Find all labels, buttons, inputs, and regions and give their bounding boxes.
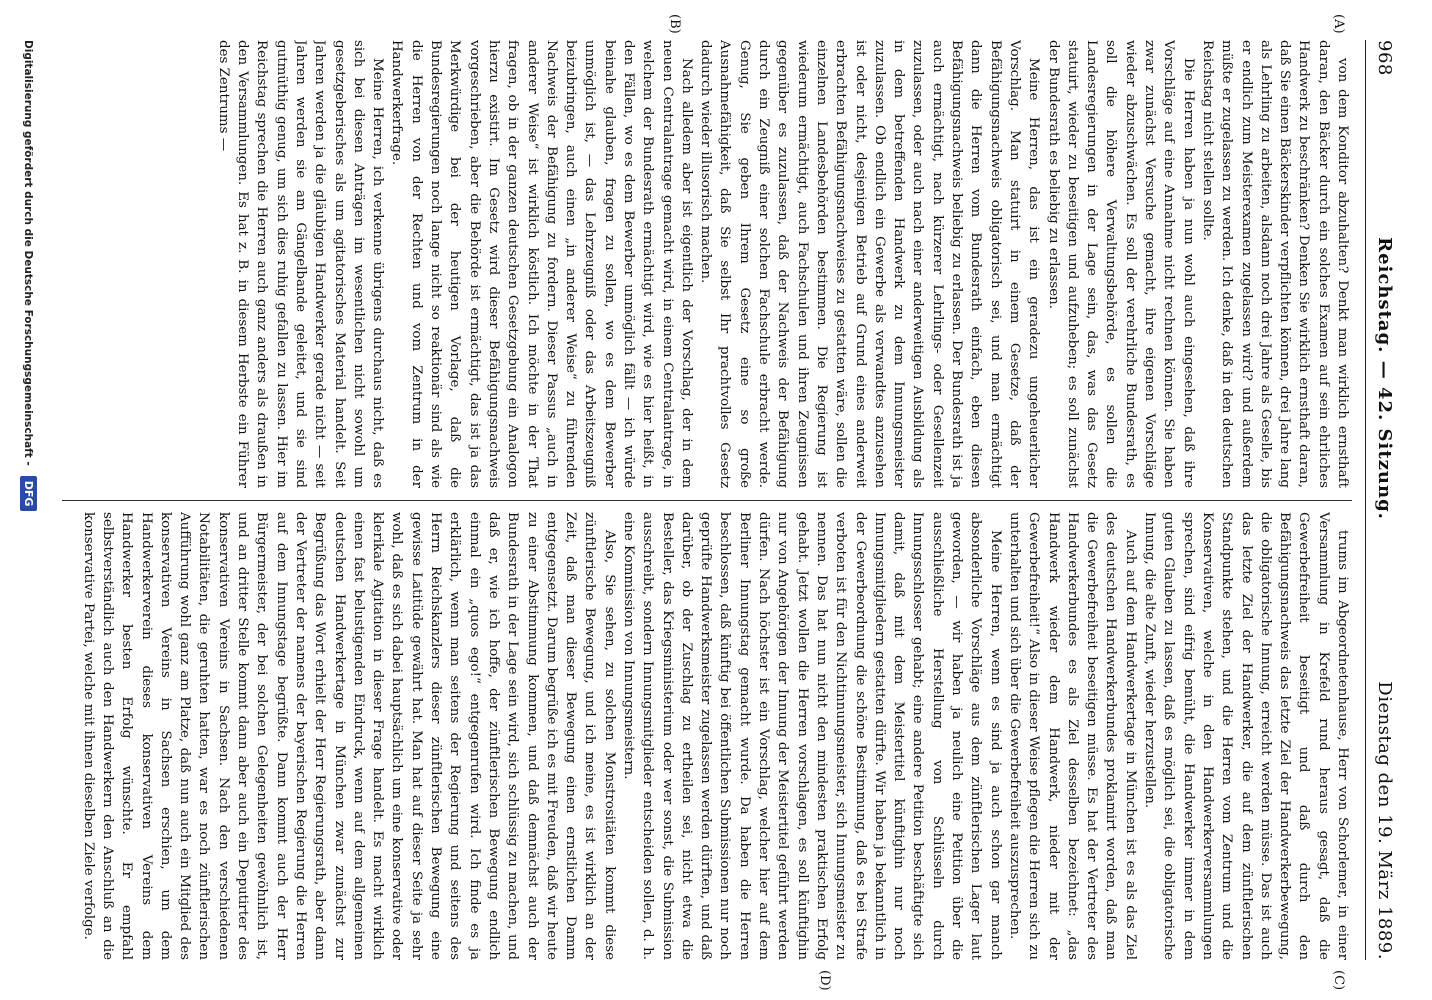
page-header xyxy=(1368,40,1402,960)
margin-marker-c: (C) xyxy=(1331,970,1346,991)
paragraph: Meine Herren, wenn es sind ja auch schon gar manch absonderliche Vorschläge aus dem zünftlerischen Lager laut geworden, — wir haben ja neulich eine Petition über die ausschließliche Herstellung von Schlüsseln durch Innungsschlosser gehabt; eine andere Petition beschäftigte sich damit, daß mit dem Meistertitel künftighin nur noch Innungsmitgliedern gestatten dürfte. Wir haben ja bekanntlich in der Gewerbeordnung die schöne Bestimmung, daß es bei Strafe verboten ist für den Nichtinnungsmeister, sich Innungsmeister zu nennen. Das hat nun nicht den mindesten praktischen Erfolg gehabt. Jetzt wollen die Herren vorschlagen, es soll künftighin nur von Angehörigen der Innung der Meistertitel geführt werden dürfen. Nach höchster ist ein Vorschlag, welcher hier auf dem Berliner Innungstag gemacht wurde. Da haben die Herren beschlossen, daß künftig bei öffentlichen Submissionen nur noch geprüfte Handwerksmeister zugelassen werden dürften, und daß darüber, ob der Zuschlag zu ertheilen sei, nicht etwa die Besteller, das Kriegsministerium oder wer sonst, die Submission ausschreibt, sondern Innungsmitglieder entscheiden sollen, d. h. eine Kommission von Innungsmeistern. xyxy=(621,512,1003,960)
left-text-column xyxy=(62,40,1352,488)
paragraph: Meine Herren, ich verkenne übrigens durchaus nicht, daß es sich bei diesen Anträgen im wesentlichen nicht sowohl um gesetzgeberisches als um agitatorisches Material handelt. Seit Jahren werden ja die gläubigen Handwerker gerade nicht — seit Jahren werden sie am Gängelbande geleitet, und sie sind gutmüthig genug, um sich dies ruhig gefallen zu lassen. Hier im Reichstag sprechen die Herren auch ganz anders als draußen in den Versammlungen. Es hat z. B. in diesem Herbste ein Führer des Zentrums — xyxy=(215,40,386,488)
column-divider xyxy=(62,500,1352,501)
right-text-column xyxy=(62,512,1352,960)
footer-credit: Digitalisierung gefördert durch die Deutsche Forschungsgemeinschaft - xyxy=(22,40,35,466)
margin-marker-b: (B) xyxy=(667,14,682,34)
paragraph: Die Herren haben ja nun wohl auch eingesehen, daß ihre Vorschläge auf eine Annahme nicht rechnen können. Sie haben zwar zunächst Versuche gemacht, ihre eigenen Vorschläge wieder abzuschwächen. Es soll der verehrliche Bundesrath, es soll die höhere Verwaltungsbehörde, es sollen die Landesregierungen in der Lage sein, das, was das Gesetz statuirt, wieder zu beseitigen und aufzuheben; es soll zunächst der Bundesrath es beliebig zu erlassen. xyxy=(1045,40,1196,488)
page-number: 968 xyxy=(1374,40,1396,76)
paragraph: Auch auf dem Handwerkertage in München ist es als das Ziel des deutschen Handwerkerbundes proklamirt worden, daß man die Gewerbefreiheit beseitigen müsse. Es hat der Vertreter des Handwerkerbundes es als Ziel desselben bezeichnet: „das Handwerk wieder dem Handwerk, nieder mit der Gewerbefreiheit!“ Also in dieser Weise pflegen die Herren sich zu unterhalten und sich über die Gewerbefreiheit auszusprechen. xyxy=(1006,512,1138,960)
margin-marker-d: (D) xyxy=(817,970,832,991)
paragraph: von dem Konditor abzuhalten? Denkt man wirklich ernsthaft daran, den Bäcker durch ein solches Examen auf sein ehrliches Handwerk zu beschränken? Denken Sie wirklich ernsthaft daran, daß Sie einen Bäckerskinder verpflichten können, drei Jahre lang als Lehrling zu arbeiten, alsdann noch drei Jahre als Geselle, bis er endlich zum Meisterexamen zugelassen wird? und außerdem müßte er zugelassen zu werden. Ich denke, daß in den deutschen Reichstag nicht stellen sollte. xyxy=(1199,40,1350,488)
dfg-logo: DFG xyxy=(20,476,37,512)
session-title: Reichstag. — 42. Sitzung. xyxy=(1374,237,1396,520)
digitization-footer xyxy=(20,40,37,960)
session-date: Dienstag den 19. März 1889. xyxy=(1374,681,1396,960)
paragraph: trums im Abgeordnetenhause, Herr von Schorlemer, in einer Versammlung in Krefeld rund heraus gesagt, daß die Gewerbefreiheit beseitigt und daß durch den Befähigungsnachweis das letzte Ziel der Handwerkerbewegung, die obligatorische Innung, erreicht werden müsse. Das ist auch das letzte Ziel der Handwerker, die auf dem zünftlerischen Standpunkte stehen, und die Herren vom Zentrum und die Konservativen, welche in den Handwerkerversammlungen sprechen, sind eifrig bemüht, die Handwerker immer in dem guten Glauben zu lassen, daß es möglich sei, die obligatorische Innung, die alte Zunft, wieder herzustellen. xyxy=(1142,512,1350,960)
paragraph: Meine Herren, das ist ein geradezu ungeheuerlicher Vorschlag. Man statuirt in einem Gesetze, daß der Befähigungsnachweis obligatorisch sei, und man ermächtigt dann die Herren vom Bundesrath einfach, eben diesen Befähigungsnachweis beliebig zu erlassen. Der Bundesrath ist ja auch ermächtigt, nach kürzerer Lehrlings- oder Gesellenzeit zuzulassen, oder auch nach einer anderweitigen Ausbildung als in dem betreffenden Handwerk zu dem Innungsmeister zuzulassen. Ob endlich ein Gewerbe als verwandtes anzusehen ist oder nicht, desjenigen Betrieb auf Grund eines anderweit erbrachten Befähigungsnachweises zu gestatten wäre, sollen die einzelnen Landesbehörden bestimmen. Die Regierung ist wiederum ermächtigt, auch Fachschulen und ihren Zeugnissen gegenüber es zuzulassen, daß der Nachweis der Befähigung durch ein Zeugniß einer solchen Fachschule erbracht werde. Genug, Sie geben Ihrem Gesetz eine so große Ausnahmefähigkeit, daß Sie selbst Ihr prachtvolles Gesetz dadurch wieder illusorisch machen. xyxy=(698,40,1042,488)
paragraph: Nach alledem aber ist eigentlich der Vorschlag, der in dem neuen Centralantrage gemacht wird, in einem Centralantrage, in welchem der Bundesrath ermächtigt wird, wie es hier heißt, in den Fällen, wo es dem Bewerber unmöglich fällt — ich würde beinahe glauben, fragen zu sollen, wo es dem Bewerber unmöglich ist, — das Lehrzeugniß oder das Arbeitszeugniß beizubringen, auch einen „in anderer Weise“ zu führenden Nachweis der Befähigung zu fordern. Dieser Passus „auch in anderer Weise“ ist wirklich köstlich. Ich möchte in der That fragen, ob in der ganzen deutschen Gesetzgebung ein Analogon hierzu existirt. Im Gesetz wird dieser Befähigungsnachweis vorgeschrieben, aber die Behörde ist ermächtigt, das ist ja das Merkwürdige bei der heutigen Vorlage, daß die Bundesregierungen noch lange nicht so reaktionär sind als wie die Herren von der Rechten und vom Zentrum in der Handwerkerfrage. xyxy=(389,40,694,488)
header-rule xyxy=(1365,40,1366,960)
margin-marker-a: (A) xyxy=(1331,14,1346,34)
paragraph: Also, Sie sehen, zu solchen Monstrositäten kommt diese zünftlerische Bewegung, und ich meine, es ist wirklich an der Zeit, daß man dieser Bewegung einen ernstlichen Damm entgegensetzt. Darum begrüße ich es mit Freuden, daß wir heute zu einer Abstimmung kommen, und daß demnächst auch der Bundesrath in der Lage sein wird, sich schlüssig zu machen, und daß er, wie ich hoffe, der zünftlerischen Bewegung endlich einmal ein „quos ego!“ entgegenrufen wird. Ich finde es ja erklärlich, wenn man seitens der Regierung und seitens des Herrn Reichskanzlers dieser zünftlerischen Bewegung eine gewisse Latitüde gewährt hat. Man hat auf dieser Seite ja sehr wohl, daß es sich dabei hauptsächlich um eine konservative oder klerikale Agitation in dieser Frage handelt. Es macht wirklich einen fast belustigenden Eindruck, wenn auf dem allgemeinen deutschen Handwerkertage in München zwar zunächst zur Begrüßung das Wort erhielt der Herr Regierungsrath, aber dann der Vertreter der namens der bayerischen Regierung die Herren auf dem Innungstage begrüßte. Dann kommt auch der Herr Bürgermeister, der bei solchen Gelegenheiten gewöhnlich ist, und an dritter Stelle kommt dann aber auch ein Deputirter des konservativen Vereins in Sachsen. Nach den verschiedenen Notabilitäten, die geruhten hatten, war es noch zünftlerischen Aufführung wohl ganz am Platze, daß nun auch ein Mitglied des konservativen Vereins in Sachsen erschien, um dem Handwerkerverein dieses konservativen Vereins dem Handwerker besten Erfolg wünschte. Er empfahl selbstverständlich auch den Handwerkern den Anschluß an die konservative Partei, welche mit ihnen dieselben Ziele verfolge. xyxy=(80,512,617,960)
